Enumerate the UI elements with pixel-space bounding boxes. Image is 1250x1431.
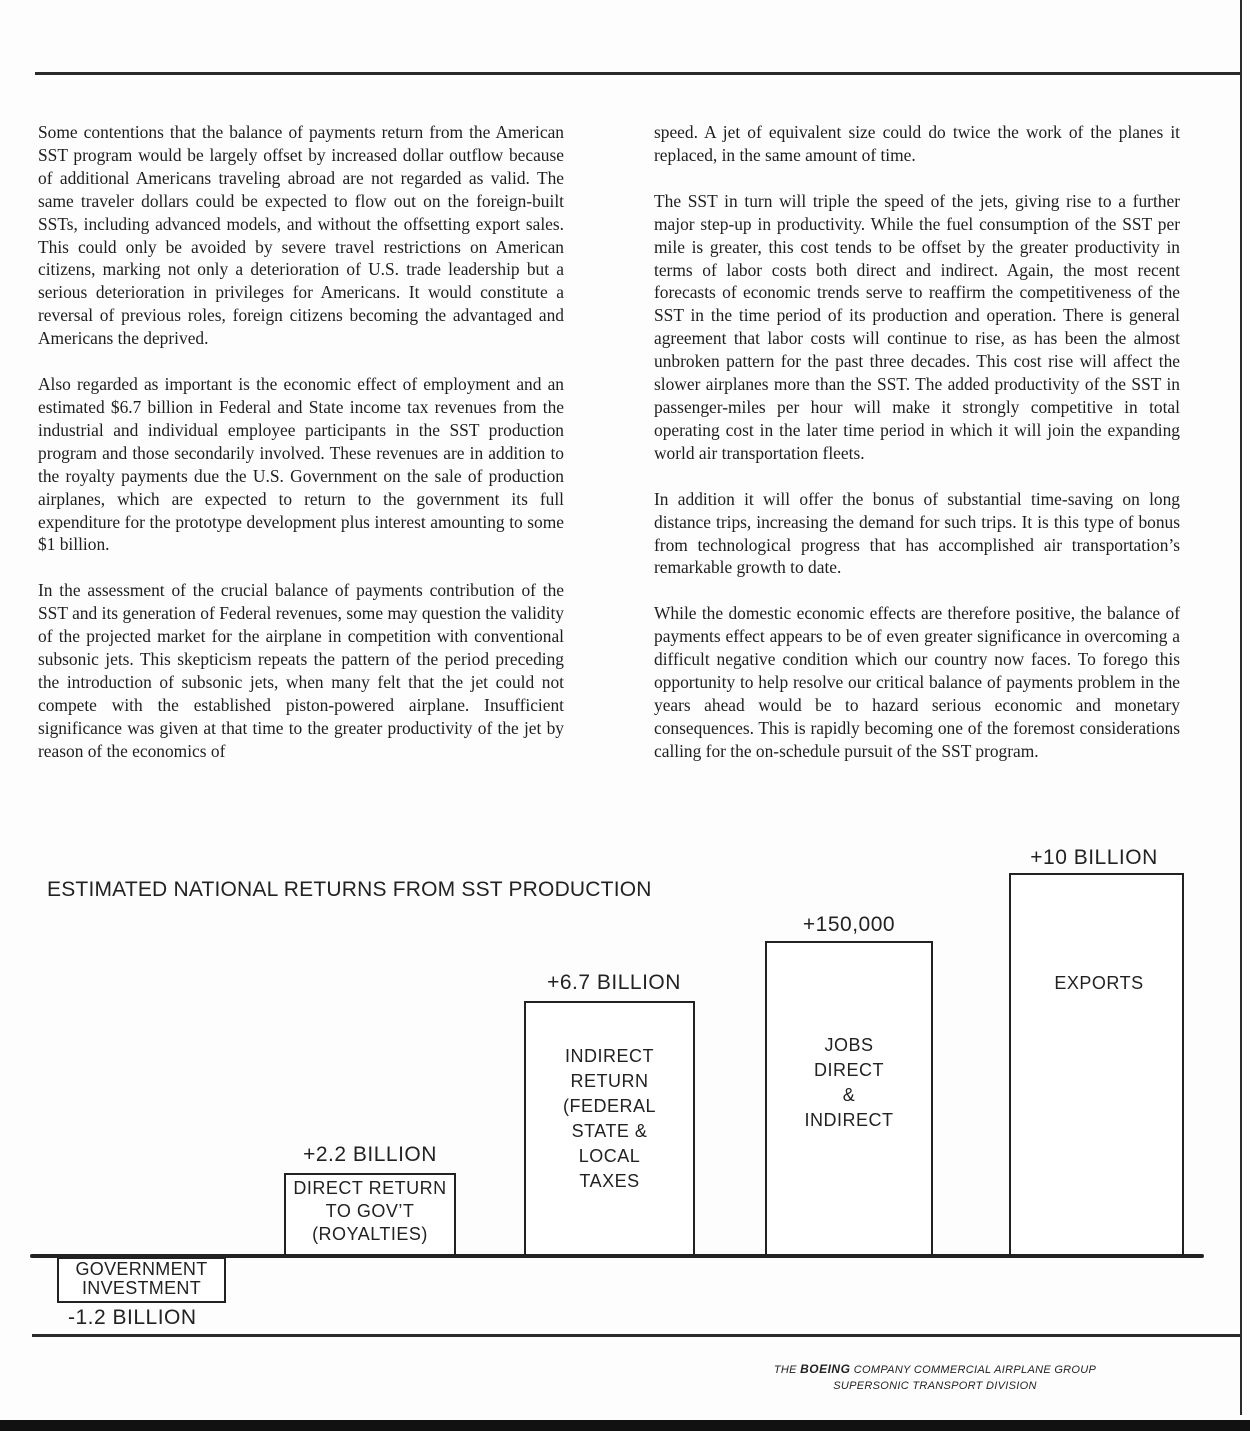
paragraph: Some contentions that the balance of payments return from the American SST program would be largely offset by increased dollar outflow because of additional Americans traveling abroad are not regarded as valid. The same traveler dollars could be expected to flow out on the foreign-built SSTs, including advanced models, and without the offsetting export sales. This could only be avoided by severe travel restrictions on American citizens, marking not only a deterioration of U.S. trade leadership but a serious deterioration in privileges for Americans. It would constitute a reversal of previous roles, foreign citizens becoming the advantaged and Americans the deprived. [38,122,564,349]
left-column [38,121,564,786]
chart-title: ESTIMATED NATIONAL RETURNS FROM SST PRODUCTION [47,878,652,901]
page-edge [1240,0,1242,1415]
paragraph: Also regarded as important is the economic effect of employment and an estimated $6.7 billion in Federal and State income tax revenues from the industrial and individual employee participants in the SST production program and those secondarily involved. These revenues are in addition to the royalty payments due the U.S. Government on the sale of production airplanes, which are expected to return to the government its full expenditure for the prototype development plus interest amounting to some $1 billion. [38,374,564,555]
bar-label: JOBS DIRECT & INDIRECT [804,1035,894,1130]
bar-value: -1.2 BILLION [68,1306,197,1329]
paragraph: speed. A jet of equivalent size could do twice the work of the planes it replaced, in the same amount of time. [654,122,1180,165]
bar-value: +150,000 [802,913,896,936]
bottom-rule [32,1334,1241,1337]
publisher-line-2: SUPERSONIC TRANSPORT DIVISION [833,1380,1037,1392]
scan-bottom-band [0,1420,1250,1431]
boeing-logo-text: BOEING [800,1362,851,1376]
publisher-line-1: THE BOEING COMPANY COMMERCIAL AIRPLANE GROUP [773,1362,1097,1376]
paragraph: While the domestic economic effects are therefore positive, the balance of payments effect appears to be of even greater significance in overcoming a difficult negative condition which our country now faces. To forego this opportunity to help resolve our critical balance of payments problem in the years ahead would be to hazard serious economic and monetary consequences. This is rapidly becoming one of the foremost considerations calling for the on-schedule pursuit of the SST program. [654,603,1180,761]
bar-label: GOVERNMENT INVESTMENT [75,1259,208,1298]
bar-value: +2.2 BILLION [303,1143,437,1166]
right-column [654,121,1180,786]
bar-label: EXPORTS [1054,973,1144,993]
paragraph: In addition it will offer the bonus of substantial time-saving on long distance trips, increasing the demand for such trips. It is this type of bonus from technological progress that has accomplished air transportation’s remarkable growth to date. [654,488,1180,578]
chart-baseline [30,1254,1204,1258]
bar-exports [1009,873,1184,1257]
paragraph: In the assessment of the crucial balance of payments contribution of the SST and its generation of Federal revenues, some may question the validity of the projected market for the airplane in competition with conventional subsonic jets. This skepticism repeats the pattern of the period preceding the introduction of subsonic jets, when many felt that the jet could not compete with the established piston-powered airplane. Insufficient significance was given at that time to the greater productivity of the jet by reason of the economics of [38,580,564,761]
bar-label: DIRECT RETURN TO GOV’T (ROYALTIES) [293,1178,447,1244]
bar-label: INDIRECT RETURN (FEDERAL STATE & LOCAL TAXES [562,1046,656,1191]
top-rule [35,72,1241,75]
publisher-credit [700,1361,1170,1394]
bar-value: +10 BILLION [1030,846,1158,869]
bar-value: +6.7 BILLION [547,971,681,994]
paragraph: The SST in turn will triple the speed of the jets, giving rise to a further major step-up in productivity. While the fuel consumption of the SST per mile is greater, this cost tends to be offset by the greater productivity in terms of labor costs both direct and indirect. Again, the most recent forecasts of economic trends serve to reaffirm the competitiveness of the SST in the time period of its production and operation. There is general agreement that labor costs will continue to rise, as has been the almost unbroken pattern for the past three decades. This cost rise will affect the slower airplanes more than the SST. The added productivity of the SST in passenger-miles per hour will make it strongly competitive in total operating cost in the later time period in which it will join the expanding world air transportation fleets. [654,190,1180,463]
